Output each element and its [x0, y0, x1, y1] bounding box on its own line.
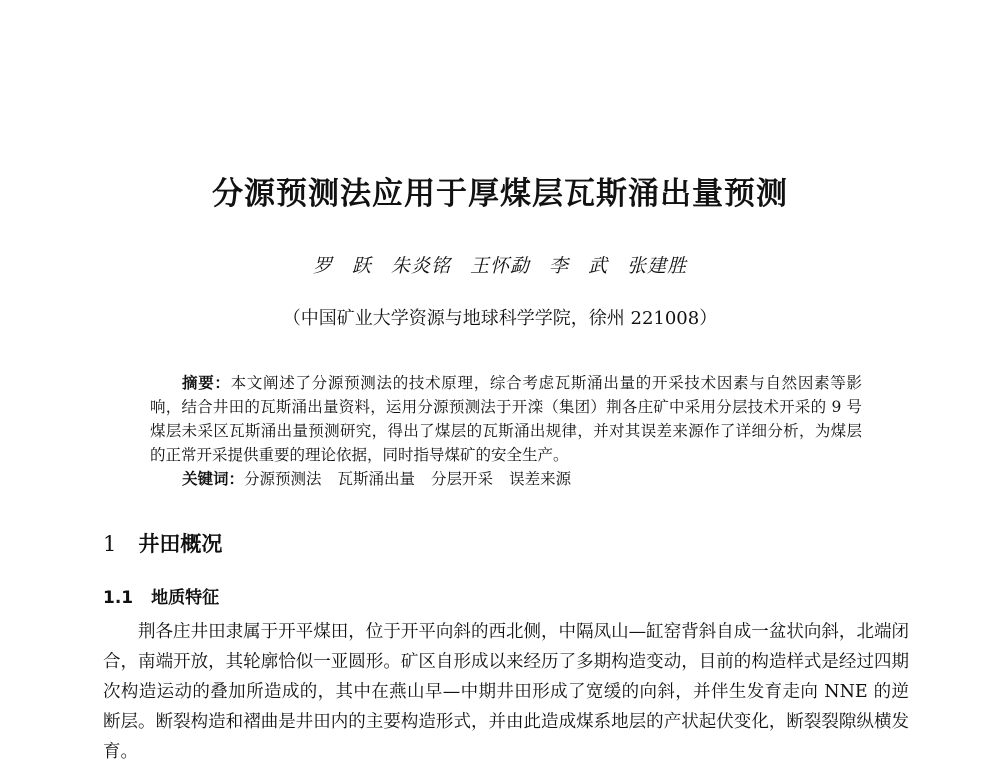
keyword: 误差来源 — [509, 470, 572, 488]
abstract-block — [150, 371, 862, 491]
keywords-label: 关键词： — [182, 470, 245, 488]
keyword: 分源预测法 — [244, 470, 322, 488]
keyword: 瓦斯涌出量 — [337, 470, 416, 488]
subsection-heading — [103, 583, 219, 608]
keyword: 分层开采 — [431, 470, 494, 488]
paper-title: 分源预测法应用于厚煤层瓦斯涌出量预测 — [212, 176, 788, 212]
abstract-paragraph — [150, 371, 862, 467]
keywords-line — [150, 467, 862, 491]
subsection-number: 1.1 — [103, 588, 134, 608]
section-heading — [103, 528, 222, 558]
section-title: 井田概况 — [138, 531, 223, 556]
abstract-text: 本文阐述了分源预测法的技术原理，综合考虑瓦斯涌出量的开采技术因素与自然因素等影响，结合井田的瓦斯涌出量资料，运用分源预测法于开滦（集团）荆各庄矿中采用分层技术开采的 9 号煤层未采区瓦斯涌出量预测研究，得出了煤层的瓦斯涌出规律，并对其误差来源作了详细分析，为煤层的正常开采提供重要的理论依据，同时指导煤矿的安全生产。 — [150, 374, 862, 464]
body-paragraph: 荆各庄井田隶属于开平煤田，位于开平向斜的西北侧，中隔凤山—缸窑背斜自成一盆状向斜，北端闭合，南端开放，其轮廓恰似一亚圆形。矿区自形成以来经历了多期构造变动，目前的构造样式是经过四期次构造运动的叠加所造成的，其中在燕山早—中期井田形成了宽缓的向斜，并伴生发育走向 NNE 的逆断层。断裂构造和褶曲是井田内的主要构造形式，并由此造成煤系地层的产状起伏变化，断裂裂隙纵横发育。 — [103, 622, 909, 762]
subsection-title: 地质特征 — [151, 588, 220, 608]
abstract-label: 摘要： — [182, 374, 231, 392]
section-number: 1 — [103, 532, 117, 556]
author-list: 罗 跃 朱炎铭 王怀勐 李 武 张建胜 — [312, 255, 688, 277]
affiliation: （中国矿业大学资源与地球科学学院，徐州 221008） — [282, 308, 718, 329]
